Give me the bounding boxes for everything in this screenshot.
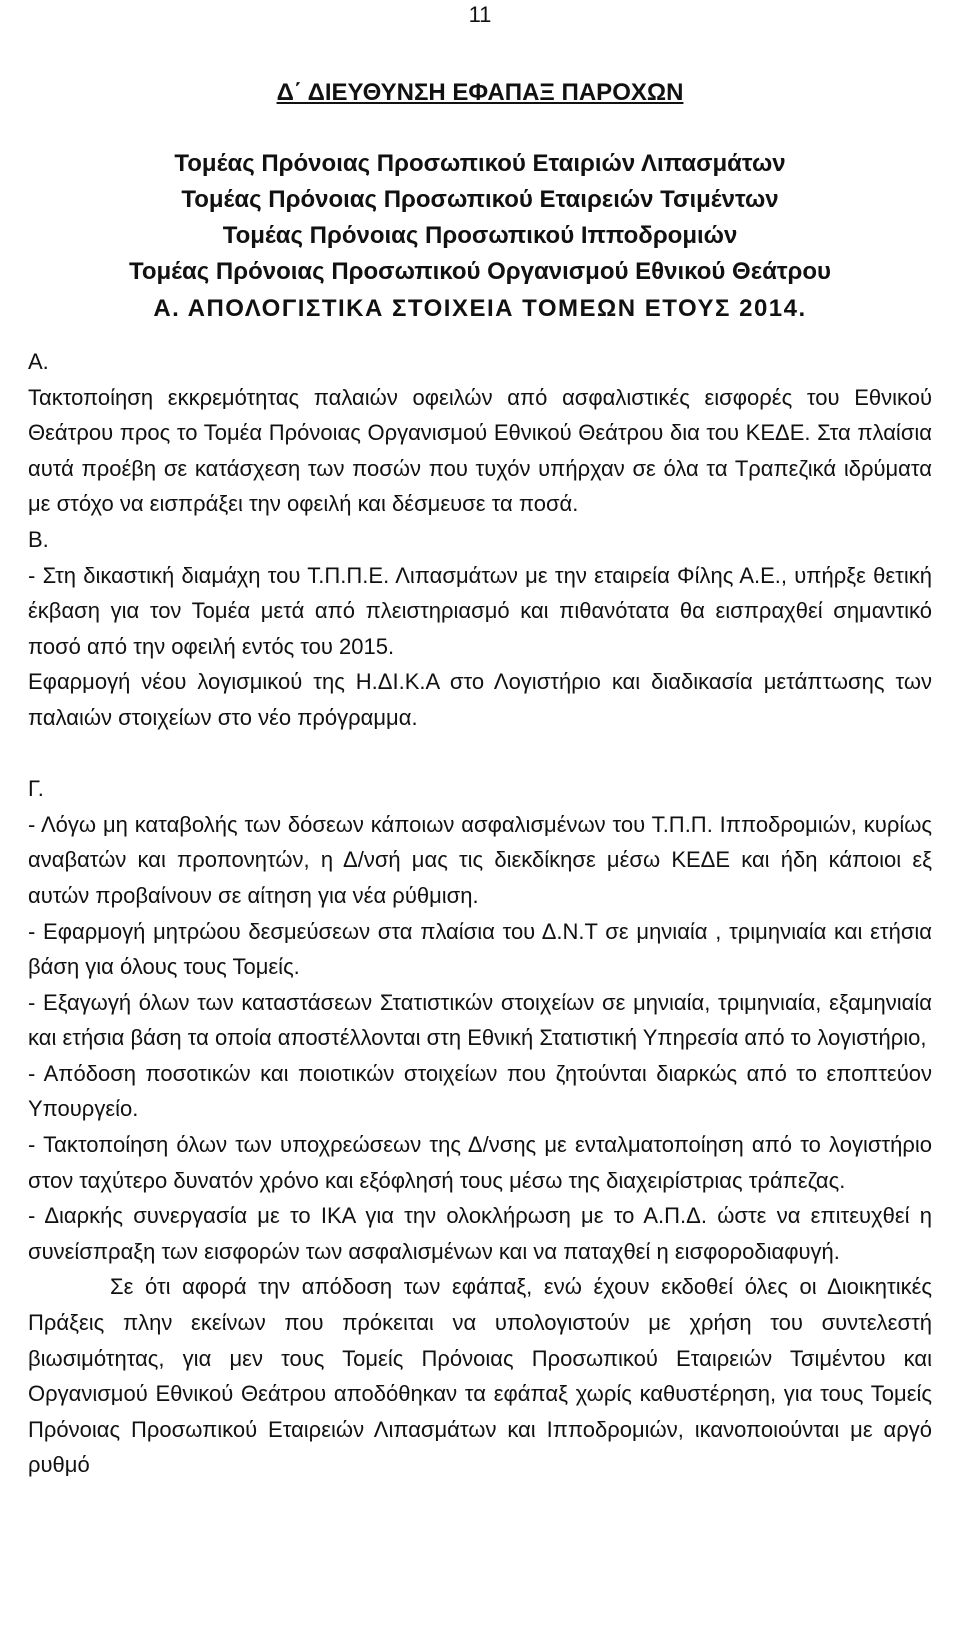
- sector-heading: Τομέας Πρόνοιας Προσωπικού Οργανισμού Εθνικού Θεάτρου: [128, 258, 832, 285]
- section-c-item: - Εξαγωγή όλων των καταστάσεων Στατιστικών στοιχείων σε μηνιαία, τριμηνιαία, εξαμηνιαία και ετήσια βάση τα οποία αποστέλλονται στη Εθνική Στατιστική Υπηρεσία από το λογιστήριο,: [28, 989, 932, 1051]
- sector-heading: Τομέας Πρόνοιας Προσωπικού Ιπποδρομιών: [222, 222, 738, 249]
- section-subtitle: Α. ΑΠΟΛΟΓΙΣΤΙΚΑ ΣΤΟΙΧΕΙΑ ΤΟΜΕΩΝ ΕΤΟΥΣ 2014.: [153, 295, 807, 322]
- section-b-item: - Στη δικαστική διαμάχη του Τ.Π.Π.Ε. Λιπασμάτων με την εταιρεία Φίλης Α.Ε., υπήρξε θετική έκβαση για τον Τομέα μετά από πλειστηριασμό και πιθανότατα θα εισπραχθεί σημαντικό ποσό από την οφειλή εντός του 2015.: [28, 562, 932, 659]
- section-c-item: - Τακτοποίηση όλων των υποχρεώσεων της Δ/νσης με ενταλματοποίηση από το λογιστήριο στον ταχύτερο δυνατόν χρόνο και εξόφλησή τους μέσω της διαχειρίστριας τράπεζας.: [28, 1132, 932, 1193]
- section-a-label: Α.: [28, 349, 49, 374]
- sector-list: [0, 146, 960, 290]
- section-c-item: - Απόδοση ποσοτικών και ποιοτικών στοιχείων που ζητούνται διαρκώς από το εποπτεύον Υπουργείο.: [28, 1060, 932, 1122]
- sector-heading: Τομέας Πρόνοιας Προσωπικού Εταιριών Λιπασμάτων: [174, 150, 786, 177]
- section-c-item: - Διαρκής συνεργασία με το ΙΚΑ για την ολοκλήρωση με το Α.Π.Δ. ώστε να επιτευχθεί η συνείσπραξη των εισφορών των ασφαλισμένων και να παταχθεί η εισφοροδιαφυγή.: [28, 1203, 932, 1264]
- document-body: [28, 344, 932, 1483]
- section-b-item: Εφαρμογή νέου λογισμικού της Η.ΔΙ.Κ.Α στο Λογιστήριο και διαδικασία μετάπτωσης των παλαιών στοιχείων στο νέο πρόγραμμα.: [28, 669, 932, 730]
- sector-heading: Τομέας Πρόνοιας Προσωπικού Εταιρειών Τσιμέντων: [181, 186, 779, 213]
- section-a-paragraph: Τακτοποίηση εκκρεμότητας παλαιών οφειλών από ασφαλιστικές εισφορές του Εθνικού Θεάτρου προς το Τομέα Πρόνοιας Οργανισμού Εθνικού Θεάτρου δια του ΚΕΔΕ. Στα πλαίσια αυτά προέβη σε κατάσχεση των ποσών που τυχόν υπήρχαν σε όλα τα Τραπεζικά ιδρύματα με στόχο να εισπράξει την οφειλή και δέσμευσε τα ποσά.: [28, 384, 932, 517]
- section-c-label: Γ.: [28, 776, 44, 802]
- section-b-label: Β.: [28, 526, 49, 552]
- document-title: Δ΄ ΔΙΕΥΘΥΝΣΗ ΕΦΑΠΑΞ ΠΑΡΟΧΩΝ: [276, 79, 684, 106]
- section-c-item: - Λόγω μη καταβολής των δόσεων κάποιων ασφαλισμένων του Τ.Π.Π. Ιπποδρομιών, κυρίως αναβατών και προπονητών, η Δ/νσή μας τις διεκδίκησε μέσω ΚΕΔΕ και ήδη κάποιοι εξ αυτών προβαίνουν σε αίτηση για νέα ρύθμιση.: [28, 811, 932, 908]
- page-number: 11: [468, 2, 492, 27]
- section-c-item: - Εφαρμογή μητρώου δεσμεύσεων στα πλαίσια του Δ.Ν.Τ σε μηνιαία , τριμηνιαία και ετήσια βάση για όλους τους Τομείς.: [28, 918, 932, 980]
- closing-paragraph: Σε ότι αφορά την απόδοση των εφάπαξ, ενώ έχουν εκδοθεί όλες οι Διοικητικές Πράξεις πλην εκείνων που πρόκειται να υπολογιστούν με χρήση του συντελεστή βιωσιμότητας, για μεν τους Τομείς Πρόνοιας Προσωπικού Εταιρειών Τσιμέντου και Οργανισμού Εθνικού Θεάτρου αποδόθηκαν τα εφάπαξ χωρίς καθυστέρηση, για τους Τομείς Πρόνοιας Προσωπικού Εταιρειών Λιπασμάτων και Ιπποδρομιών, ικανοποιούνται με αργό ρυθμό: [28, 1274, 932, 1478]
- spacer: [28, 736, 932, 772]
